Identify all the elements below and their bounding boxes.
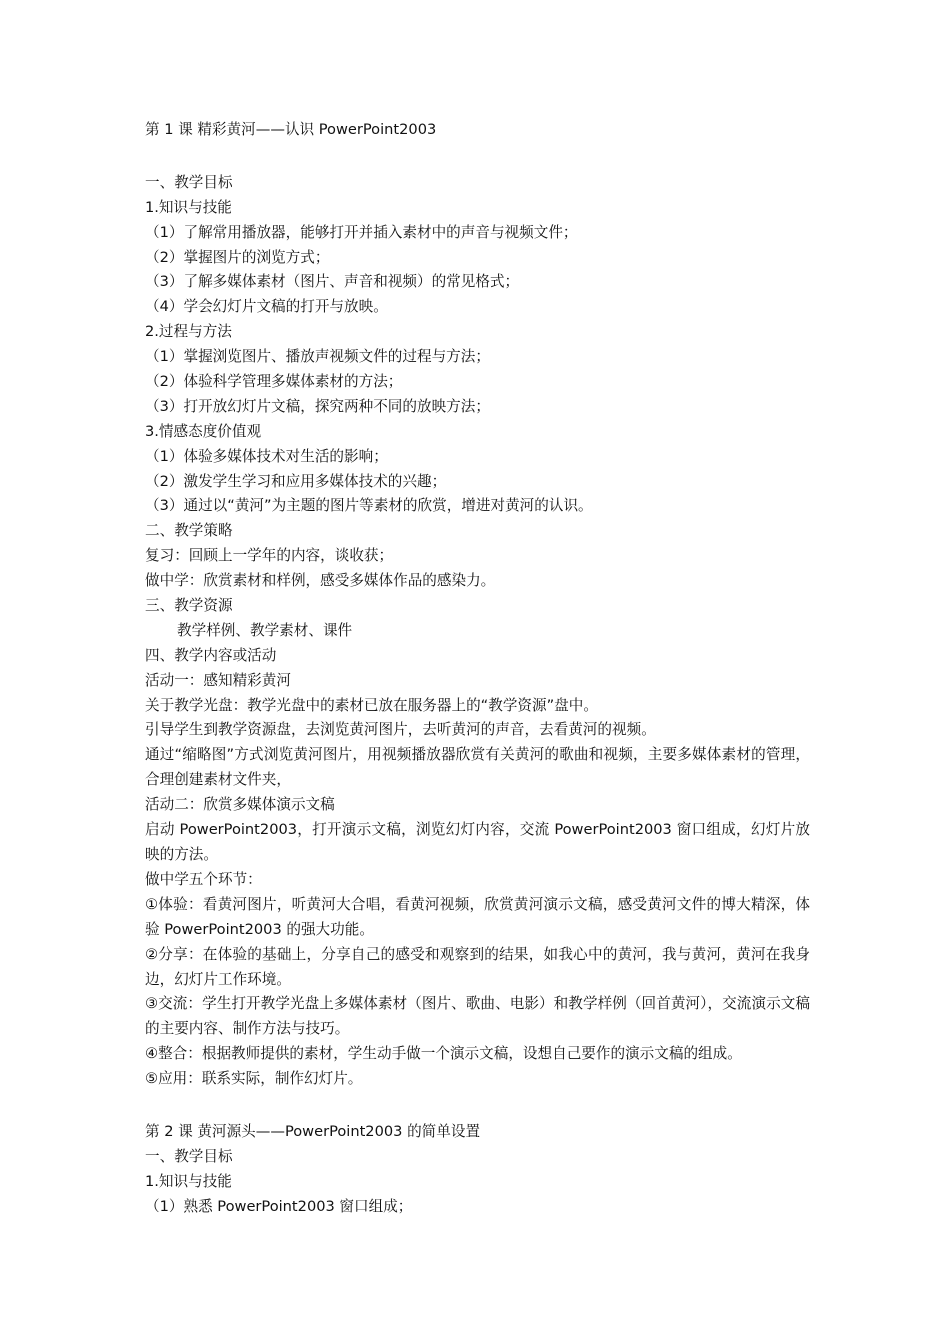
resources-text: 教学样例、教学素材、课件 bbox=[177, 621, 353, 639]
lesson1-title: 第 1 课 精彩黄河——认识 PowerPoint2003 bbox=[145, 121, 437, 138]
emotion-item: （2）激发学生学习和应用多媒体技术的兴趣； bbox=[145, 472, 447, 490]
knowledge-item: （4）学会幻灯片文稿的打开与放映。 bbox=[145, 298, 388, 316]
resources-heading: 三、教学资源 bbox=[145, 597, 233, 615]
five-step-item: ③交流：学生打开教学光盘上多媒体素材（图片、歌曲、电影）和教学样例（回首黄河），交流演示文稿的主要内容、制作方法与技巧。 bbox=[145, 995, 810, 1038]
lesson2-title: 第 2 课 黄河源头——PowerPoint2003 的简单设置 bbox=[145, 1123, 481, 1140]
activities-heading: 四、教学内容或活动 bbox=[145, 646, 277, 664]
blank-line bbox=[145, 1092, 810, 1120]
activity2-title: 活动二：欣赏多媒体演示文稿 bbox=[145, 796, 335, 814]
lesson1-process-heading: 2.过程与方法 bbox=[145, 323, 232, 341]
emotion-item: （1）体验多媒体技术对生活的影响； bbox=[145, 447, 388, 465]
strategy-item: 复习：回顾上一学年的内容，谈收获； bbox=[145, 547, 394, 565]
five-step-item: ①体验：看黄河图片，听黄河大合唱，看黄河视频，欣赏黄河演示文稿，感受黄河文件的博大精深，体验 PowerPoint2003 的强大功能。 bbox=[145, 895, 810, 938]
lesson2-goals-heading: 一、教学目标 bbox=[145, 1147, 233, 1165]
lesson2-knowledge-heading: 1.知识与技能 bbox=[145, 1172, 232, 1190]
blank-line bbox=[145, 143, 810, 171]
five-step-item: ④整合：根据教师提供的素材，学生动手做一个演示文稿，设想自己要作的演示文稿的组成。 bbox=[145, 1045, 742, 1063]
lesson1-goals-heading: 一、教学目标 bbox=[145, 173, 233, 191]
document-page bbox=[145, 118, 810, 1220]
five-step-item: ②分享：在体验的基础上，分享自己的感受和观察到的结果，如我心中的黄河，我与黄河，黄河在我身边，幻灯片工作环境。 bbox=[145, 945, 810, 988]
activity2-paragraph: 启动 PowerPoint2003，打开演示文稿，浏览幻灯内容，交流 PowerPoint2003 窗口组成，幻灯片放映的方法。 bbox=[145, 821, 810, 863]
knowledge-item: （2）掌握图片的浏览方式； bbox=[145, 248, 330, 266]
lesson1-emotion-heading: 3.情感态度价值观 bbox=[145, 422, 262, 440]
emotion-item: （3）通过以“黄河”为主题的图片等素材的欣赏，增进对黄河的认识。 bbox=[145, 497, 593, 515]
process-item: （1）掌握浏览图片、播放声视频文件的过程与方法； bbox=[145, 348, 490, 366]
knowledge-item: （3）了解多媒体素材（图片、声音和视频）的常见格式； bbox=[145, 273, 520, 291]
knowledge-item: （1）熟悉 PowerPoint2003 窗口组成； bbox=[145, 1197, 413, 1215]
knowledge-item: （1）了解常用播放器，能够打开并插入素材中的声音与视频文件； bbox=[145, 223, 578, 241]
activity1-line: 关于教学光盘：教学光盘中的素材已放在服务器上的“教学资源”盘中。 bbox=[145, 696, 598, 714]
five-steps-heading: 做中学五个环节： bbox=[145, 870, 262, 888]
activity1-title: 活动一：感知精彩黄河 bbox=[145, 671, 291, 689]
activity1-line: 引导学生到教学资源盘，去浏览黄河图片，去听黄河的声音，去看黄河的视频。 bbox=[145, 721, 656, 739]
process-item: （2）体验科学管理多媒体素材的方法； bbox=[145, 373, 403, 391]
lesson1-knowledge-heading: 1.知识与技能 bbox=[145, 198, 232, 216]
activity1-paragraph: 通过“缩略图”方式浏览黄河图片，用视频播放器欣赏有关黄河的歌曲和视频，主要多媒体素材的管理，合理创建素材文件夹， bbox=[145, 746, 810, 789]
five-step-item: ⑤应用：联系实际，制作幻灯片。 bbox=[145, 1070, 363, 1088]
process-item: （3）打开放幻灯片文稿，探究两种不同的放映方法； bbox=[145, 397, 490, 415]
strategy-item: 做中学：欣赏素材和样例，感受多媒体作品的感染力。 bbox=[145, 572, 496, 590]
strategy-heading: 二、教学策略 bbox=[145, 522, 233, 540]
